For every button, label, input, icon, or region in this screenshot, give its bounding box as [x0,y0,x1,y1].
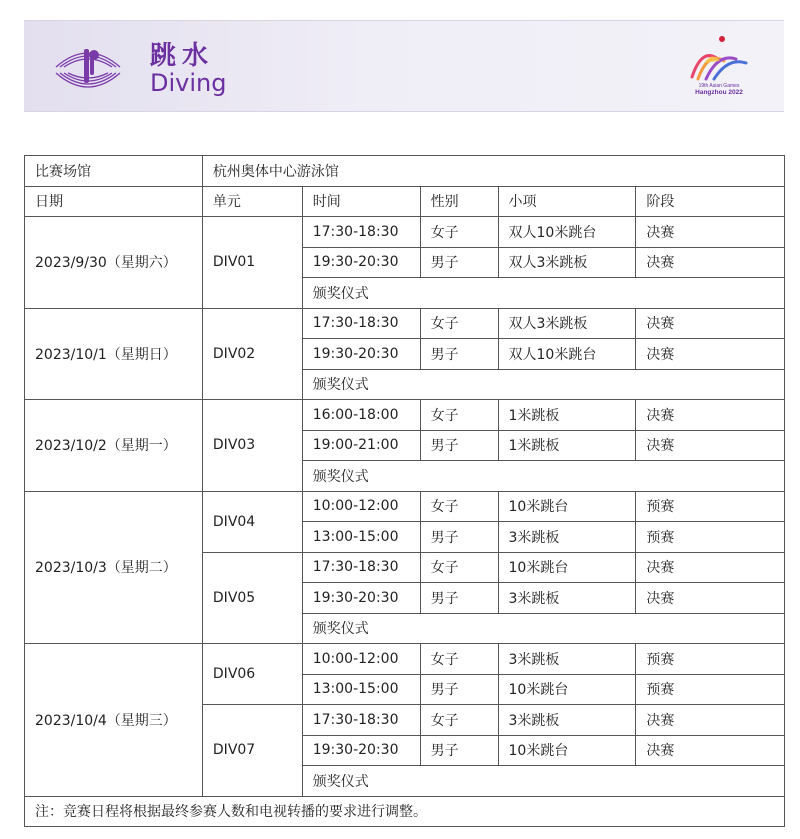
ceremony-cell: 颁奖仪式 [302,766,784,797]
time-cell: 19:30-20:30 [302,339,420,370]
event-cell: 双人10米跳台 [498,339,636,370]
gender-cell: 女子 [420,217,498,248]
gender-cell: 男子 [420,247,498,278]
gender-cell: 男子 [420,522,498,553]
stage-cell: 预赛 [636,522,785,553]
time-cell: 17:30-18:30 [302,217,420,248]
table-row [25,491,785,522]
stage-cell: 决赛 [636,705,785,736]
stage-cell: 预赛 [636,491,785,522]
games-city-text: Hangzhou 2022 [695,89,743,96]
column-header-time: 时间 [302,186,420,217]
stage-cell: 决赛 [636,400,785,431]
stage-cell: 决赛 [636,247,785,278]
event-cell: 10米跳台 [498,735,636,766]
stage-cell: 决赛 [636,430,785,461]
diving-pictogram-icon [52,43,124,95]
stage-cell: 预赛 [636,644,785,675]
table-row [25,644,785,675]
ceremony-cell: 颁奖仪式 [302,461,784,492]
hangzhou-2022-logo [684,33,754,101]
table-row [25,400,785,431]
gender-cell: 女子 [420,705,498,736]
header-row [25,186,785,217]
gender-cell: 女子 [420,308,498,339]
unit-cell: DIV06 [202,644,302,705]
unit-cell: DIV05 [202,552,302,644]
time-cell: 19:30-20:30 [302,247,420,278]
games-name-text: 19th Asian Games [698,83,740,89]
time-cell: 13:00-15:00 [302,522,420,553]
stage-cell: 决赛 [636,339,785,370]
event-cell: 1米跳板 [498,430,636,461]
venue-row [25,156,785,187]
note-row [25,796,785,827]
stage-cell: 决赛 [636,583,785,614]
gender-cell: 女子 [420,644,498,675]
event-cell: 双人3米跳板 [498,247,636,278]
unit-cell: DIV02 [202,308,302,400]
schedule-table [24,155,785,827]
ceremony-cell: 颁奖仪式 [302,278,784,309]
event-cell: 双人10米跳台 [498,217,636,248]
event-cell: 10米跳台 [498,552,636,583]
stage-cell: 决赛 [636,308,785,339]
gender-cell: 女子 [420,400,498,431]
time-cell: 10:00-12:00 [302,644,420,675]
time-cell: 13:00-15:00 [302,674,420,705]
event-cell: 3米跳板 [498,583,636,614]
unit-cell: DIV03 [202,400,302,492]
stage-cell: 决赛 [636,217,785,248]
time-cell: 10:00-12:00 [302,491,420,522]
date-cell: 2023/10/3（星期二） [25,491,203,644]
table-row [25,308,785,339]
time-cell: 17:30-18:30 [302,705,420,736]
event-cell: 1米跳板 [498,400,636,431]
gender-cell: 女子 [420,552,498,583]
gender-cell: 男子 [420,583,498,614]
gender-cell: 男子 [420,339,498,370]
ceremony-cell: 颁奖仪式 [302,613,784,644]
column-header-unit: 单元 [202,186,302,217]
time-cell: 19:30-20:30 [302,735,420,766]
gender-cell: 男子 [420,430,498,461]
title-english: Diving [150,69,227,97]
date-cell: 2023/10/4（星期三） [25,644,203,797]
event-cell: 3米跳板 [498,705,636,736]
event-cell: 双人3米跳板 [498,308,636,339]
hangzhou-2022-logo-icon [684,33,754,83]
stage-cell: 预赛 [636,674,785,705]
column-header-event: 小项 [498,186,636,217]
date-cell: 2023/9/30（星期六） [25,217,203,309]
title-chinese: 跳水 [150,41,215,71]
gender-cell: 女子 [420,491,498,522]
event-cell: 3米跳板 [498,644,636,675]
event-cell: 10米跳台 [498,491,636,522]
unit-cell: DIV04 [202,491,302,552]
time-cell: 19:00-21:00 [302,430,420,461]
time-cell: 19:30-20:30 [302,583,420,614]
event-cell: 10米跳台 [498,674,636,705]
time-cell: 17:30-18:30 [302,552,420,583]
time-cell: 17:30-18:30 [302,308,420,339]
header-banner [24,20,784,112]
unit-cell: DIV07 [202,705,302,797]
gender-cell: 男子 [420,735,498,766]
gender-cell: 男子 [420,674,498,705]
unit-cell: DIV01 [202,217,302,309]
table-row [25,217,785,248]
schedule-note: 注：竞赛日程将根据最终参赛人数和电视转播的要求进行调整。 [25,796,785,827]
stage-cell: 决赛 [636,552,785,583]
ceremony-cell: 颁奖仪式 [302,369,784,400]
column-header-gender: 性别 [420,186,498,217]
time-cell: 16:00-18:00 [302,400,420,431]
column-header-stage: 阶段 [636,186,785,217]
date-cell: 2023/10/2（星期一） [25,400,203,492]
venue-value: 杭州奥体中心游泳馆 [202,156,784,187]
event-cell: 3米跳板 [498,522,636,553]
stage-cell: 决赛 [636,735,785,766]
venue-label: 比赛场馆 [25,156,203,187]
column-header-date: 日期 [25,186,203,217]
date-cell: 2023/10/1（星期日） [25,308,203,400]
